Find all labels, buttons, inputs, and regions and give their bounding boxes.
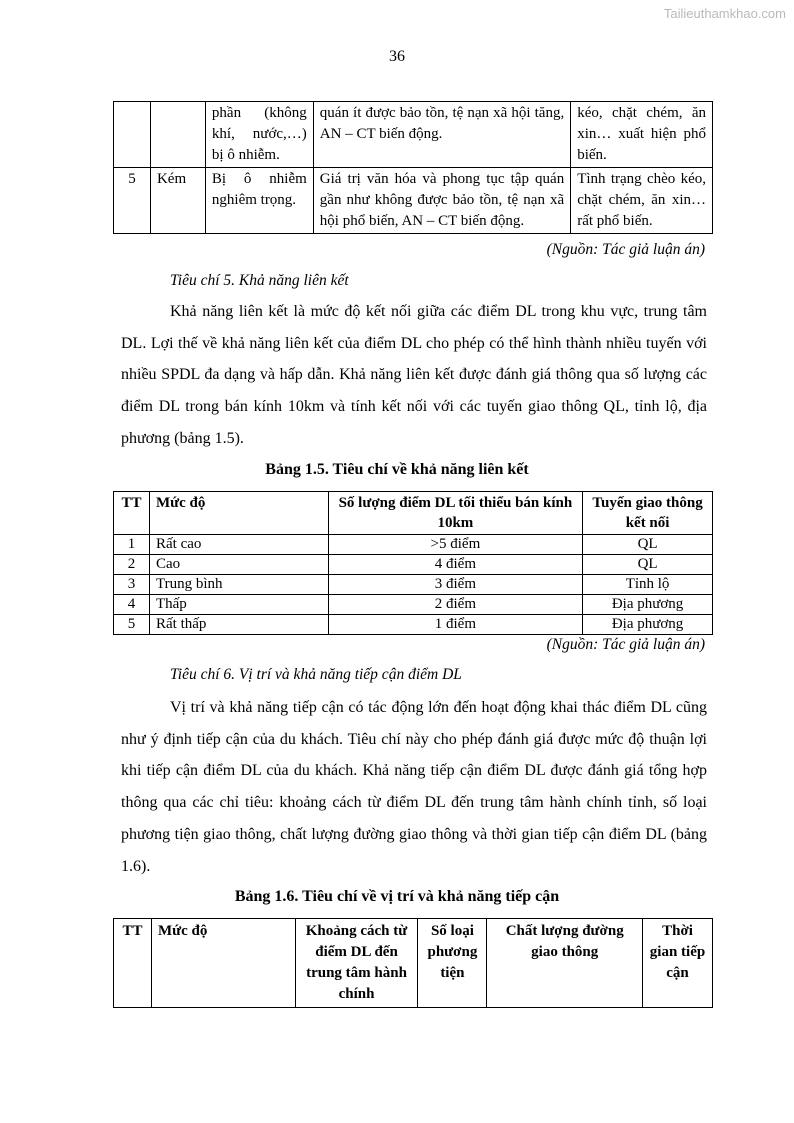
- table-row: [114, 102, 713, 168]
- table-1-5-caption: Bảng 1.5. Tiêu chí về khả năng liên kết: [265, 461, 529, 478]
- header-vehicles: Số loại phương tiện: [418, 919, 487, 1008]
- header-transport: Tuyến giao thông kết nối: [583, 492, 713, 535]
- table-row: [114, 575, 713, 595]
- criterion-5-heading: Tiêu chí 5. Khả năng liên kết: [170, 272, 349, 289]
- table-source: (Nguồn: Tác giả luận án): [546, 241, 705, 258]
- criterion-6-paragraph: Vị trí và khả năng tiếp cận có tác động lớn đến hoạt động khai thác điểm DL cũng như ý định tiếp cận của du khách. Tiêu chí này cho phép đánh giá được mức độ thuận lợi khi tiếp cận điểm DL của du khách. Khả năng tiếp cận điểm DL được đánh giá tổng hợp thông qua các chỉ tiêu: khoảng cách từ điểm DL đến trung tâm hành chính tỉnh, số loại phương tiện giao thông, chất lượng đường giao thông và thời gian tiếp cận điểm DL (bảng 1.6).: [121, 699, 707, 875]
- table-cell: Cao: [149, 555, 328, 575]
- table-cell: 2 điểm: [328, 595, 582, 615]
- table-cell: kéo, chặt chém, ăn xin… xuất hiện phổ biến.: [571, 102, 713, 168]
- table-cell: Tỉnh lộ: [583, 575, 713, 595]
- table-cell: [150, 102, 205, 168]
- criterion-5-paragraph: Khả năng liên kết là mức độ kết nối giữa các điểm DL trong khu vực, trung tâm DL. Lợi thế về khả năng liên kết của điểm DL cho phép có thể hình thành nhiều tuyến với nhiều SPDL đa dạng và hấp dẫn. Khả năng liên kết được đánh giá thông qua số lượng các điểm DL trong bán kính 10km và tính kết nối với các tuyến giao thông QL, tỉnh lộ, địa phương (bảng 1.5).: [121, 303, 707, 447]
- table-cell: Giá trị văn hóa và phong tục tập quán gần như không được bảo tồn, tệ nạn xã hội phổ biến, AN – CT biến động.: [313, 168, 570, 234]
- header-level: Mức độ: [151, 919, 295, 1008]
- continued-table: [113, 101, 713, 234]
- table-row: [114, 535, 713, 555]
- table-cell: Bị ô nhiễm nghiêm trọng.: [205, 168, 313, 234]
- table-cell: 3: [114, 575, 150, 595]
- table-cell: 4 điểm: [328, 555, 582, 575]
- table-row: [114, 168, 713, 234]
- table-cell: 4: [114, 595, 150, 615]
- table-cell: Địa phương: [583, 615, 713, 635]
- table-cell: Rất cao: [149, 535, 328, 555]
- table-cell: Địa phương: [583, 595, 713, 615]
- table-cell: >5 điểm: [328, 535, 582, 555]
- header-tt: TT: [114, 919, 152, 1008]
- table-header-row: [114, 919, 713, 1008]
- table-cell: 1: [114, 535, 150, 555]
- table-cell: 3 điểm: [328, 575, 582, 595]
- table-cell: Tình trạng chèo kéo, chặt chém, ăn xin…rất phổ biến.: [571, 168, 713, 234]
- table-1-6-caption: Bảng 1.6. Tiêu chí về vị trí và khả năng tiếp cận: [234, 888, 560, 905]
- table-cell: Trung bình: [149, 575, 328, 595]
- table-cell: QL: [583, 535, 713, 555]
- header-time: Thời gian tiếp cận: [643, 919, 713, 1008]
- header-level: Mức độ: [149, 492, 328, 535]
- table-cell: Kém: [150, 168, 205, 234]
- table-row: [114, 555, 713, 575]
- header-distance: Khoảng cách từ điểm DL đến trung tâm hành chính: [295, 919, 418, 1008]
- table-1-6: [113, 918, 713, 1008]
- table-row: [114, 615, 713, 635]
- table-cell: phần (không khí, nước,…) bị ô nhiễm.: [205, 102, 313, 168]
- table-cell: 5: [114, 615, 150, 635]
- watermark: Tailieuthamkhao.com: [663, 6, 786, 21]
- table-cell: QL: [583, 555, 713, 575]
- table-row: [114, 595, 713, 615]
- table-cell: 1 điểm: [328, 615, 582, 635]
- table-cell: [114, 102, 151, 168]
- table-header-row: [114, 492, 713, 535]
- header-tt: TT: [114, 492, 150, 535]
- table-source: (Nguồn: Tác giả luận án): [546, 636, 705, 653]
- criterion-6-heading: Tiêu chí 6. Vị trí và khả năng tiếp cận điểm DL: [170, 666, 462, 683]
- table-cell: 5: [114, 168, 151, 234]
- header-road-quality: Chất lượng đường giao thông: [487, 919, 643, 1008]
- table-1-5: [113, 491, 713, 635]
- table-cell: Rất thấp: [149, 615, 328, 635]
- page-number: 36: [389, 48, 405, 65]
- table-cell: 2: [114, 555, 150, 575]
- header-count: Số lượng điểm DL tối thiểu bán kính 10km: [328, 492, 582, 535]
- table-cell: Thấp: [149, 595, 328, 615]
- table-cell: quán ít được bảo tồn, tệ nạn xã hội tăng, AN – CT biến động.: [313, 102, 570, 168]
